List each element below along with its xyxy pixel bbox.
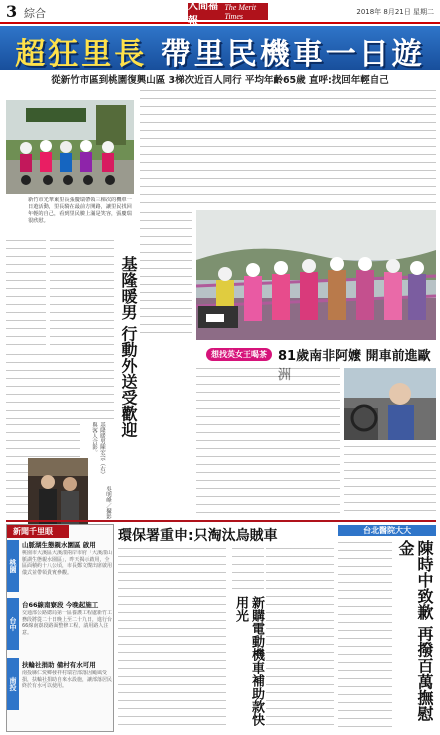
news-brief-title: 新聞千里眼 xyxy=(7,525,69,538)
feature-story-text-2 xyxy=(344,444,436,516)
brief-title-3: 扶輪社捐助 備村有水可用 xyxy=(22,661,96,669)
brief-body-3: 南投縣仁愛鄉發祥村瑞岩部落因颱風受損，扶輪社捐助自來水設施，讓部落居民終於有水可以使用。 xyxy=(22,670,112,689)
region-tag-1: 桃園 xyxy=(7,540,19,592)
headline-part-a: 超狂里長 xyxy=(15,37,148,72)
keelung-story-text xyxy=(6,352,114,420)
keelung-headline: 基隆暖男 行動外送受歡迎 xyxy=(119,256,138,438)
environment-story-text xyxy=(118,546,226,730)
main-story-text-left xyxy=(6,238,46,348)
masthead-logo xyxy=(188,0,268,27)
photo-caption: 新竹市光華東里長張慶瑞帶領三梯次的機車一日遊活動，里長騎在最前方開路，讓里民找回年輕的自己，看到里民臉上滿是笑容，張慶瑞很欣慰。 xyxy=(28,197,132,224)
brief-body-1: 桃園市大溪區大溪漾兩岸市府「大溪漾山脈湖生態親水園區」，昨天揭示啟用，全區面積約十八公頃，市長鄭文燦出席啟用儀式並帶領貴賓參觀。 xyxy=(22,550,112,576)
region-tag-2: 台中 xyxy=(7,598,19,650)
masthead-title: 人間福報 xyxy=(188,0,218,27)
photo-credit: 吳明峰／攝影 xyxy=(105,486,111,519)
keelung-story-text-2 xyxy=(50,238,114,348)
brief-title-2: 台66線南寮段 今晚起施工 xyxy=(22,601,99,609)
brief-body-2: 交通部公路總局第一區養護工程處新竹工務段將從二十日晚上至二十九日，進行台66線南寮段路面整修工程，請用路人注意。 xyxy=(22,610,112,636)
issue-date: 2018年 8月21日 星期二 xyxy=(356,8,434,16)
minister-story-text xyxy=(338,540,392,730)
main-headline xyxy=(10,29,430,73)
grandma-car-photo xyxy=(344,368,436,440)
keelung-photo xyxy=(28,458,88,524)
feature-headline: 81歲南非阿嬤 開車前進歐 xyxy=(278,349,431,364)
subsidy-headline: 新購電動機車補助款快用光 xyxy=(233,596,264,726)
region-tag-3: 南投 xyxy=(7,658,19,710)
main-story-text-mid xyxy=(140,210,192,340)
section-label: 綜合 xyxy=(24,7,46,20)
environment-headline: 環保署重申:只淘汰烏賊車 xyxy=(118,528,278,544)
main-subhead: 從新竹市區到桃園復興山區 3梯次近百人同行 平均年齡65歲 直呼:找回年輕自己 xyxy=(51,75,389,86)
bridge-group-photo xyxy=(196,210,436,340)
masthead-english: The Merit Times xyxy=(224,2,257,21)
page-number: 3 xyxy=(6,2,18,21)
right-column-bar: 台北醫院大大 xyxy=(338,525,436,536)
minister-apology-headline: 陳時中致歉 再撥百萬撫慰金 xyxy=(396,540,434,722)
section-divider xyxy=(6,520,436,522)
subsidy-story-text xyxy=(266,546,334,730)
feature-tag: 想找英女王喝茶 xyxy=(206,348,272,361)
main-story-text-top xyxy=(140,88,436,208)
headline-part-b: 帶里民機車一日遊 xyxy=(160,37,425,72)
subsidy-story-text-2 xyxy=(232,546,264,594)
brief-title-1: 山脈湖生態親水園區 啟用 xyxy=(22,541,96,549)
feature-story-text xyxy=(196,366,340,516)
scooter-group-photo xyxy=(6,100,134,194)
keelung-photo-caption: 基隆暖男陳宏宗（右）與客人合影。 xyxy=(91,422,105,477)
